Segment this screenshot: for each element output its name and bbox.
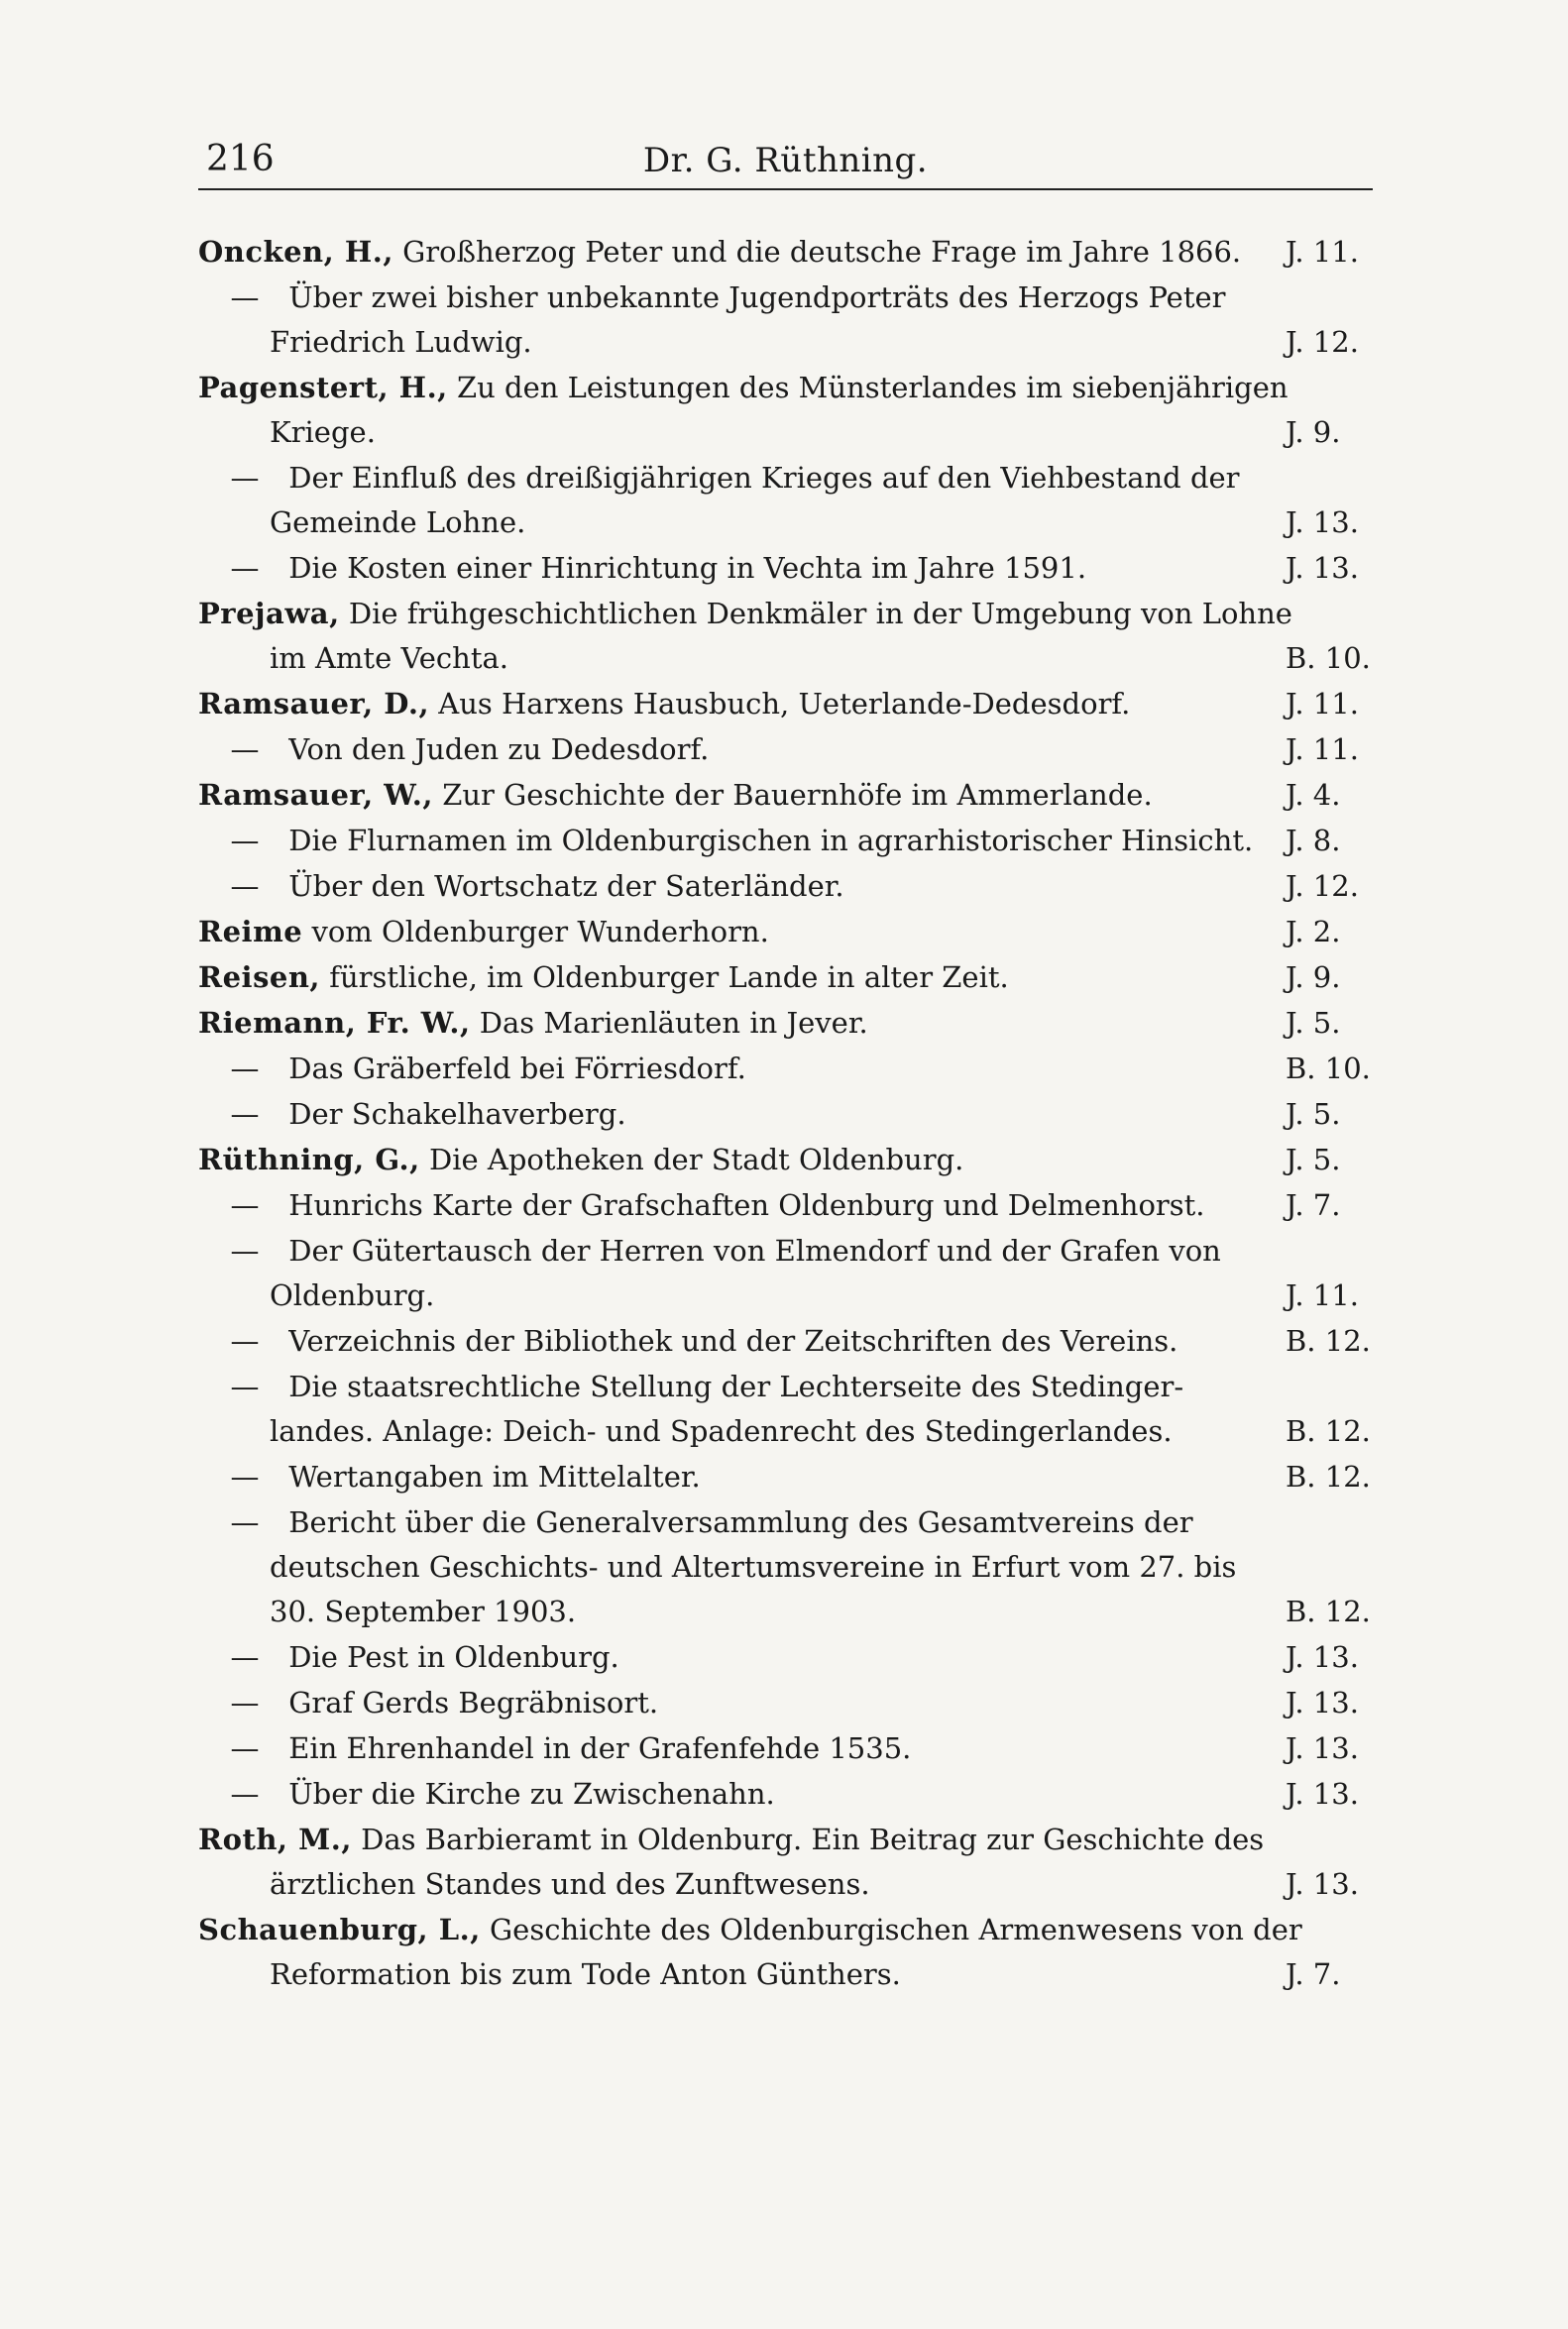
entry-line <box>198 1952 1373 1997</box>
entry-line <box>198 1635 1373 1680</box>
bibliography-entry <box>198 773 1373 818</box>
entry-reference: J. 4. <box>1286 778 1341 812</box>
entry-line <box>198 1092 1373 1137</box>
entry-reference: J. 5. <box>1286 1143 1341 1176</box>
bibliography-entry <box>198 1635 1373 1680</box>
entry-title: Die Apotheken der Stadt Oldenburg. <box>428 1143 964 1176</box>
entry-author: Reisen, <box>198 960 321 994</box>
ditto-dash: — <box>230 1505 260 1539</box>
entry-title: Geschichte des Oldenburgischen Armenwesens von der <box>490 1913 1302 1946</box>
entry-title: Der Gütertausch der Herren von Elmendorf und der Grafen von <box>288 1234 1221 1268</box>
entry-reference: J. 7. <box>1286 1188 1341 1222</box>
ditto-dash: — <box>230 1640 260 1674</box>
entry-title: deutschen Geschichts- und Altertumsvereine in Erfurt vom 27. bis <box>270 1550 1237 1584</box>
bibliography-entry <box>198 456 1373 545</box>
entry-line <box>198 320 1373 365</box>
entry-line <box>198 910 1373 954</box>
entry-title: Großherzog Peter und die deutsche Frage im Jahre 1866. <box>402 235 1242 269</box>
entry-reference: J. 9. <box>1286 960 1341 994</box>
entry-author: Schauenburg, L., <box>198 1913 481 1946</box>
bibliography-entry <box>198 1183 1373 1228</box>
entry-line <box>198 276 1373 320</box>
entry-reference: B. 12. <box>1286 1324 1371 1358</box>
entry-reference: J. 13. <box>1286 1686 1359 1719</box>
entry-line <box>198 773 1373 818</box>
bibliography-entry <box>198 546 1373 591</box>
entry-title: Bericht über die Generalversammlung des Gesamtvereins der <box>288 1505 1193 1539</box>
entry-title: Verzeichnis der Bibliothek und der Zeitschriften des Vereins. <box>288 1324 1178 1358</box>
bibliography-entry <box>198 276 1373 365</box>
entry-reference: J. 2. <box>1286 915 1341 948</box>
ditto-dash: — <box>230 1324 260 1358</box>
bibliography-entry <box>198 1047 1373 1091</box>
entry-author: Ramsauer, D., <box>198 687 430 721</box>
entry-line <box>198 592 1373 636</box>
entry-title: ärztlichen Standes und des Zunftwesens. <box>270 1867 870 1901</box>
bibliography-entry <box>198 1455 1373 1499</box>
entry-author: Reime <box>198 915 303 948</box>
bibliography-entry <box>198 1092 1373 1137</box>
bibliography-entry <box>198 1772 1373 1817</box>
entry-line <box>198 546 1373 591</box>
bibliography-list <box>198 230 1373 1998</box>
bibliography-entry <box>198 955 1373 1000</box>
bibliography-entry <box>198 1908 1373 1997</box>
entry-title: Von den Juden zu Dedesdorf. <box>288 732 710 766</box>
entry-title: Die staatsrechtliche Stellung der Lechterseite des Stedinger- <box>288 1370 1184 1403</box>
entry-title: Über die Kirche zu Zwischenahn. <box>288 1777 775 1811</box>
entry-author: Rüthning, G., <box>198 1143 420 1176</box>
entry-title: vom Oldenburger Wunderhorn. <box>311 915 769 948</box>
entry-title: Zu den Leistungen des Münsterlandes im siebenjährigen <box>456 371 1288 404</box>
entry-reference: J. 11. <box>1286 732 1359 766</box>
ditto-dash: — <box>230 1188 260 1222</box>
ditto-dash: — <box>230 869 260 903</box>
ditto-dash: — <box>230 1731 260 1765</box>
entry-author: Pagenstert, H., <box>198 371 448 404</box>
entry-title: Die Pest in Oldenburg. <box>288 1640 619 1674</box>
entry-author: Roth, M., <box>198 1823 352 1856</box>
entry-line <box>198 1365 1373 1409</box>
entry-reference: J. 8. <box>1286 824 1341 857</box>
entry-line <box>198 1726 1373 1771</box>
ditto-dash: — <box>230 732 260 766</box>
bibliography-entry <box>198 864 1373 909</box>
bibliography-entry <box>198 1500 1373 1634</box>
entry-title: Ein Ehrenhandel in der Grafenfehde 1535. <box>288 1731 912 1765</box>
entry-title: Aus Harxens Hausbuch, Ueterlande-Dedesdorf. <box>438 687 1131 721</box>
entry-line <box>198 456 1373 500</box>
entry-line <box>198 1862 1373 1907</box>
entry-line <box>198 864 1373 909</box>
entry-reference: B. 10. <box>1286 1052 1371 1085</box>
entry-title: Reformation bis zum Tode Anton Günthers. <box>270 1957 901 1991</box>
entry-title: Das Gräberfeld bei Förriesdorf. <box>288 1052 746 1085</box>
bibliography-entry <box>198 1229 1373 1318</box>
entry-title: Der Einfluß des dreißigjährigen Krieges auf den Viehbestand der <box>288 461 1240 495</box>
entry-author: Prejawa, <box>198 597 340 630</box>
ditto-dash: — <box>230 1460 260 1494</box>
entry-reference: J. 13. <box>1286 1640 1359 1674</box>
entry-reference: J. 11. <box>1286 687 1359 721</box>
entry-reference: J. 13. <box>1286 1867 1359 1901</box>
entry-title: Die Kosten einer Hinrichtung in Vechta im Jahre 1591. <box>288 551 1087 585</box>
ditto-dash: — <box>230 1370 260 1403</box>
bibliography-entry <box>198 1726 1373 1771</box>
page-number: 216 <box>206 139 275 179</box>
entry-reference: B. 10. <box>1286 641 1371 675</box>
entry-line <box>198 410 1373 455</box>
ditto-dash: — <box>230 280 260 314</box>
entry-line <box>198 636 1373 681</box>
entry-reference: J. 13. <box>1286 1777 1359 1811</box>
ditto-dash: — <box>230 1097 260 1131</box>
entry-title: Das Barbieramt in Oldenburg. Ein Beitrag zur Geschichte des <box>361 1823 1265 1856</box>
ditto-dash: — <box>230 824 260 857</box>
bibliography-entry <box>198 910 1373 954</box>
running-head: Dr. G. Rüthning. <box>642 141 929 180</box>
bibliography-entry <box>198 592 1373 681</box>
entry-line <box>198 1001 1373 1046</box>
bibliography-entry <box>198 727 1373 772</box>
bibliography-entry <box>198 1138 1373 1182</box>
entry-reference: J. 13. <box>1286 505 1359 539</box>
entry-line <box>198 366 1373 410</box>
entry-reference: B. 12. <box>1286 1460 1371 1494</box>
entry-line <box>198 1455 1373 1499</box>
entry-line <box>198 1818 1373 1862</box>
entry-title: Die Flurnamen im Oldenburgischen in agrarhistorischer Hinsicht. <box>288 824 1254 857</box>
entry-title: Gemeinde Lohne. <box>270 505 526 539</box>
entry-title: Der Schakelhaverberg. <box>288 1097 626 1131</box>
entry-line <box>198 955 1373 1000</box>
entry-line <box>198 1590 1373 1634</box>
entry-title: Oldenburg. <box>270 1278 435 1312</box>
entry-title: Wertangaben im Mittelalter. <box>288 1460 701 1494</box>
entry-line <box>198 230 1373 275</box>
bibliography-entry <box>198 230 1373 275</box>
entry-line <box>198 1500 1373 1545</box>
entry-title: Über den Wortschatz der Saterländer. <box>288 869 844 903</box>
entry-line <box>198 819 1373 863</box>
entry-title: Über zwei bisher unbekannte Jugendporträts des Herzogs Peter <box>288 280 1226 314</box>
entry-title: Friedrich Ludwig. <box>270 325 532 359</box>
bibliography-entry <box>198 1365 1373 1454</box>
entry-author: Oncken, H., <box>198 235 393 269</box>
entry-title: Die frühgeschichtlichen Denkmäler in der Umgebung von Lohne <box>348 597 1292 630</box>
ditto-dash: — <box>230 551 260 585</box>
entry-line <box>198 1409 1373 1454</box>
entry-title: Graf Gerds Begräbnisort. <box>288 1686 659 1719</box>
ditto-dash: — <box>230 1234 260 1268</box>
entry-line <box>198 1772 1373 1817</box>
bibliography-entry <box>198 1681 1373 1725</box>
entry-line <box>198 682 1373 726</box>
ditto-dash: — <box>230 1686 260 1719</box>
entry-line <box>198 1274 1373 1318</box>
entry-reference: J. 11. <box>1286 1278 1359 1312</box>
bibliography-entry <box>198 1818 1373 1907</box>
ditto-dash: — <box>230 461 260 495</box>
entry-reference: J. 9. <box>1286 415 1341 449</box>
entry-title: fürstliche, im Oldenburger Lande in alter Zeit. <box>329 960 1009 994</box>
entry-title: Hunrichs Karte der Grafschaften Oldenburg und Delmenhorst. <box>288 1188 1205 1222</box>
entry-title: Das Marienläuten in Jever. <box>479 1006 868 1040</box>
entry-title: Kriege. <box>270 415 376 449</box>
entry-reference: B. 12. <box>1286 1414 1371 1448</box>
entry-author: Riemann, Fr. W., <box>198 1006 471 1040</box>
entry-reference: J. 5. <box>1286 1097 1341 1131</box>
entry-reference: J. 5. <box>1286 1006 1341 1040</box>
entry-line <box>198 1545 1373 1590</box>
entry-reference: J. 13. <box>1286 1731 1359 1765</box>
ditto-dash: — <box>230 1052 260 1085</box>
bibliography-entry <box>198 682 1373 726</box>
entry-line <box>198 1229 1373 1274</box>
bibliography-entry <box>198 366 1373 455</box>
entry-line <box>198 1047 1373 1091</box>
entry-title: im Amte Vechta. <box>270 641 508 675</box>
bibliography-entry <box>198 1001 1373 1046</box>
entry-line <box>198 1319 1373 1364</box>
page-header <box>198 139 1373 190</box>
entry-reference: J. 13. <box>1286 551 1359 585</box>
bibliography-entry <box>198 819 1373 863</box>
entry-title: Zur Geschichte der Bauernhöfe im Ammerlande. <box>442 778 1153 812</box>
entry-reference: J. 7. <box>1286 1957 1341 1991</box>
entry-line <box>198 500 1373 545</box>
ditto-dash: — <box>230 1777 260 1811</box>
entry-reference: J. 12. <box>1286 869 1359 903</box>
entry-reference: J. 12. <box>1286 325 1359 359</box>
entry-line <box>198 1908 1373 1952</box>
entry-title: 30. September 1903. <box>270 1595 577 1628</box>
entry-author: Ramsauer, W., <box>198 778 433 812</box>
entry-line <box>198 1138 1373 1182</box>
entry-title: landes. Anlage: Deich- und Spadenrecht des Stedingerlandes. <box>270 1414 1173 1448</box>
entry-line <box>198 1183 1373 1228</box>
entry-reference: J. 11. <box>1286 235 1359 269</box>
entry-reference: B. 12. <box>1286 1595 1371 1628</box>
bibliography-entry <box>198 1319 1373 1364</box>
entry-line <box>198 1681 1373 1725</box>
entry-line <box>198 727 1373 772</box>
